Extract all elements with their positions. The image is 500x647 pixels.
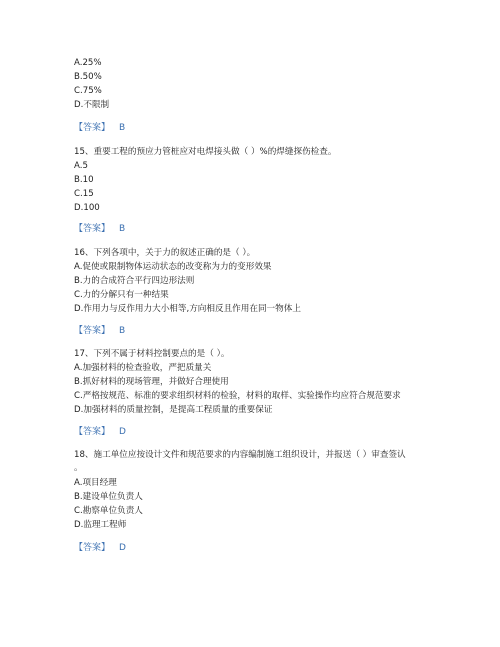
option-a: A.项目经理 — [74, 478, 117, 488]
answer-label: 【答案】 — [74, 224, 111, 234]
option-b: B.建设单位负责人 — [74, 492, 143, 502]
option-d: D.加强材料的质量控制，是提高工程质量的重要保证 — [74, 405, 273, 415]
question-text: 15、重要工程的预应力管桩应对电焊接头做（ ）%的焊缝探伤检查。 — [74, 147, 337, 157]
question-text: 16、下列各项中，关于力的叙述正确的是（ ）。 — [74, 248, 256, 258]
option-b: B.力的合成符合平行四边形法则 — [74, 276, 195, 286]
answer-label: 【答案】 — [74, 427, 111, 437]
option-a: A.25% — [74, 58, 102, 68]
option-d: D.作用力与反作用力大小相等,方向相反且作用在同一物体上 — [74, 304, 301, 314]
option-b: B.抓好材料的现场管理，并做好合理使用 — [74, 377, 229, 387]
option-b: B.10 — [74, 175, 94, 185]
answer-label: 【答案】 — [74, 326, 111, 336]
question-text: 18、施工单位应按设计文件和规范要求的内容编制施工组织设计，并报送（ ）审查签认 — [74, 450, 406, 460]
option-c: C.勘察单位负责人 — [74, 506, 143, 516]
option-c: C.15 — [74, 189, 94, 199]
answer-label: 【答案】 — [74, 543, 111, 553]
option-a: A.促使或限制物体运动状态的改变称为力的变形效果 — [74, 262, 272, 272]
answer-value: B — [119, 123, 126, 133]
answer-value: B — [119, 224, 126, 234]
option-a: A.加强材料的检查验收，严把质量关 — [74, 363, 212, 373]
option-d: D.监理工程师 — [74, 520, 127, 530]
option-d: D.100 — [74, 203, 100, 213]
answer-value: D — [119, 543, 126, 553]
answer-value: D — [119, 427, 126, 437]
question-text: 17、下列不属于材料控制要点的是（ ）。 — [74, 349, 230, 359]
option-c: C.力的分解只有一种结果 — [74, 290, 169, 300]
option-c: C.严格按规范、标准的要求组织材料的检验，材料的取样、实验操作均应符合规范要求 — [74, 391, 401, 401]
option-d: D.不限制 — [74, 100, 110, 110]
option-c: C.75% — [74, 86, 102, 96]
option-a: A.5 — [74, 161, 88, 171]
answer-value: B — [119, 326, 126, 336]
answer-label: 【答案】 — [74, 123, 111, 133]
option-b: B.50% — [74, 72, 102, 82]
question-text-continued: 。 — [74, 463, 83, 473]
